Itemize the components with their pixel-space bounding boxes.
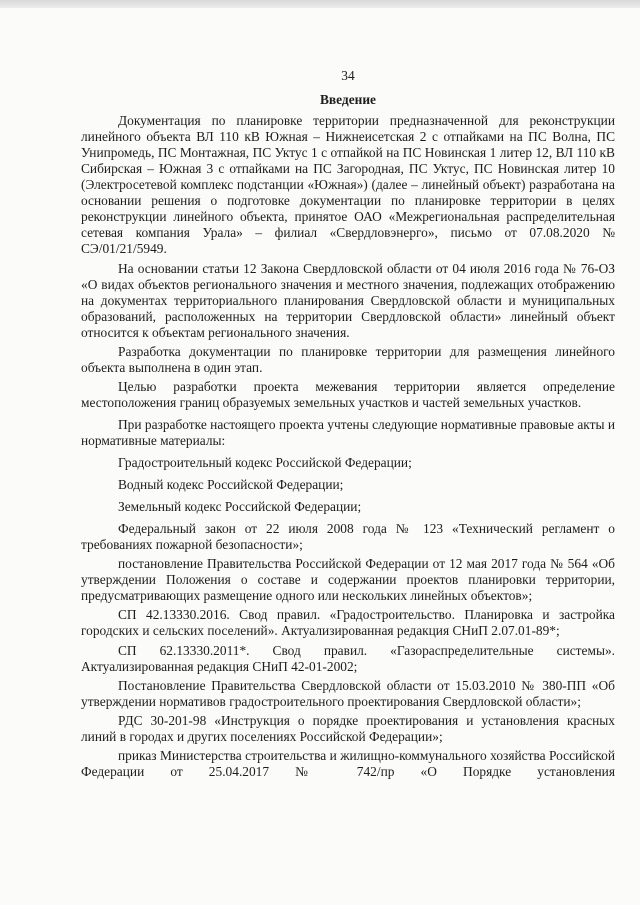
page-number: 34: [341, 68, 355, 83]
list-item: РДС 30-201-98 «Инструкция о порядке проектирования и установления красных линий в городах и других поселениях Российской Федерации»;: [81, 712, 615, 744]
list-item: Земельный кодекс Российской Федерации;: [118, 499, 362, 515]
paragraph: Документация по планировке территории предназначенной для реконструкции линейного объекта ВЛ 110 кВ Южная – Нижнеисетская 2 с отпайками на ПС Волна, ПС Унипромедь, ПС Монтажная, ПС Уктус 1 с отпайкой на ПС Новинская 1 литер 12, ВЛ 110 кВ Сибирская – Южная 3 с отпайками на ПС Загородная, ПС Уктус, ПС Новинская литер 10 (Электросетевой комплекс подстанции «Южная») (далее – линейный объект) разработана на основании решения о подготовке документации по планировке территории в целях реконструкции линейного объекта, принятое ОАО «Межрегиональная распределительная сетевая компания Урала» – филиал «Свердловэнерго», письмо от 07.08.2020 № СЭ/01/21/5949.: [81, 113, 615, 257]
paragraph-list: [81, 113, 615, 780]
list-item: постановление Правительства Российской Федерации от 12 мая 2017 года № 564 «Об утверждении Положения о составе и содержании проектов планировки территории, предусматривающих размещение одного или нескольких линейных объектов»;: [81, 556, 615, 604]
paragraph: Разработка документации по планировке территории для размещения линейного объекта выполнена в один этап.: [81, 343, 615, 375]
list-item: Градостроительный кодекс Российской Федерации;: [118, 455, 412, 471]
list-item: Федеральный закон от 22 июля 2008 года № 123 «Технический регламент о требованиях пожарной безопасности»;: [81, 521, 615, 553]
list-item: Водный кодекс Российской Федерации;: [118, 477, 344, 493]
paragraph: На основании статьи 12 Закона Свердловской области от 04 июля 2016 года № 76-ОЗ «О видах объектов регионального значения и местного значения, подлежащих отображению на документах территориального планирования Свердловской области и муниципальных образований, расположенных на территории Свердловской области» линейный объект относится к объектам регионального значения.: [81, 260, 615, 340]
paragraph: Целью разработки проекта межевания территории является определение местоположения границ образуемых земельных участков и частей земельных участков.: [81, 378, 615, 410]
section-heading: Введение: [319, 92, 377, 108]
document-page: [0, 8, 640, 905]
list-item: приказ Министерства строительства и жилищно-коммунального хозяйства Российской Федерации от 25.04.2017 № 742/пр «О Порядке установления: [81, 747, 615, 779]
paragraph: При разработке настоящего проекта учтены следующие нормативные правовые акты и нормативные материалы:: [81, 416, 615, 448]
list-item: Постановление Правительства Свердловской области от 15.03.2010 № 380-ПП «Об утверждении нормативов градостроительного проектирования Свердловской области»;: [81, 677, 615, 709]
list-item: СП 42.13330.2016. Свод правил. «Градостроительство. Планировка и застройка городских и сельских поселений». Актуализированная редакция СНиП 2.07.01-89*;: [81, 607, 615, 639]
list-item: СП 62.13330.2011*. Свод правил. «Газораспределительные системы». Актуализированная редакция СНиП 42-01-2002;: [81, 642, 615, 674]
scan-top-edge: [0, 0, 640, 8]
document-body: [81, 68, 615, 783]
